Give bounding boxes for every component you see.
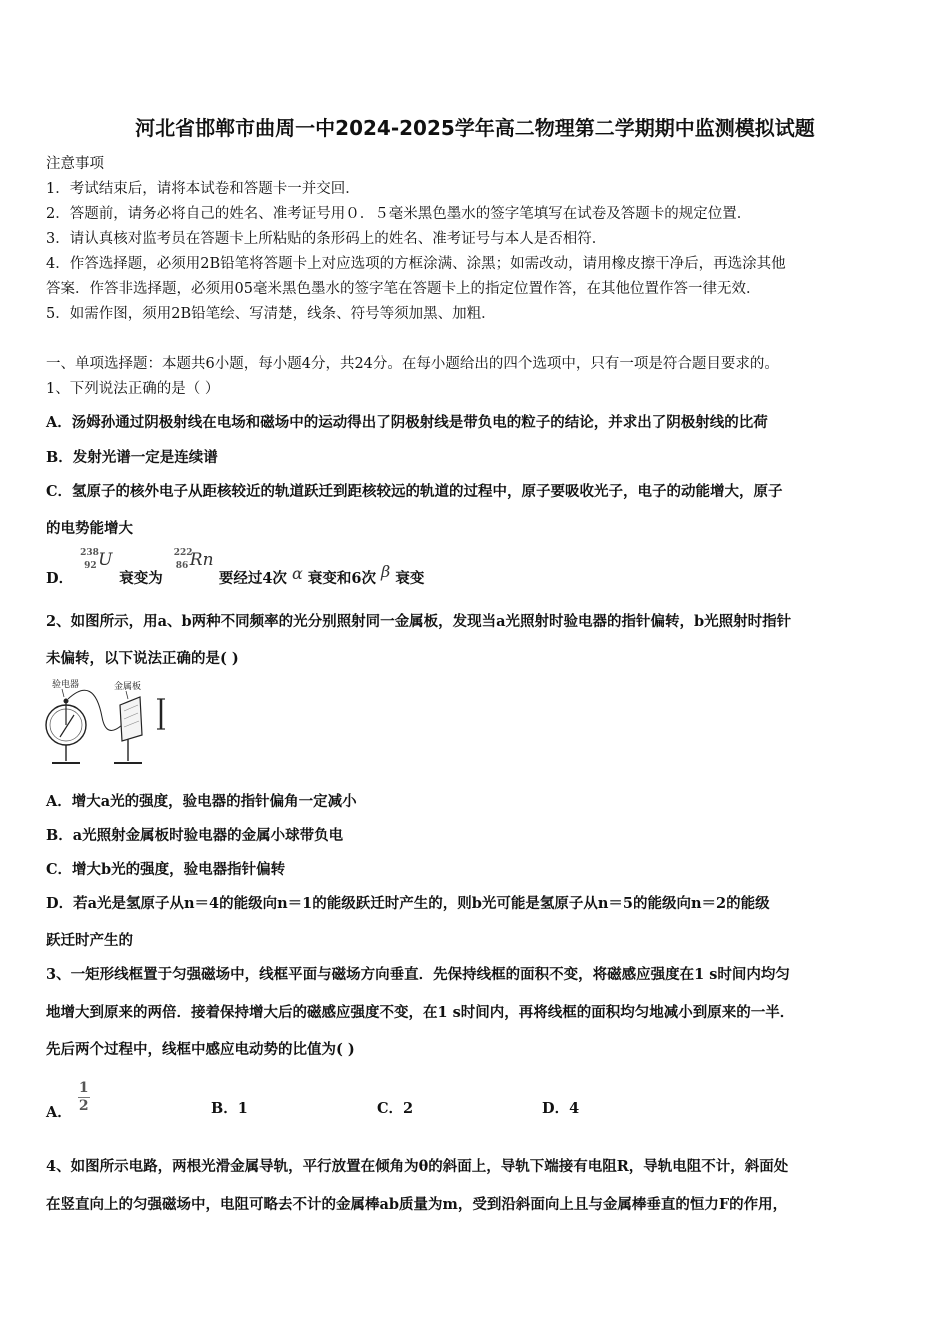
q2-stem: 2、如图所示，用a、b两种不同频率的光分别照射同一金属板，发现当a光照射时验电器的指针偏转，b光照射时指针	[46, 613, 792, 630]
radon-symbol: Rn	[189, 550, 214, 570]
q1-option-a: A．汤姆孙通过阴极射线在电场和磁场中的运动得出了阴极射线是带负电的粒子的结论，并求出了阴极射线的比荷	[46, 414, 768, 431]
q4-stem: 4、如图所示电路，两根光滑金属导轨，平行放置在倾角为θ的斜面上，导轨下端接有电阻R，导轨电阻不计，斜面处	[46, 1158, 789, 1175]
q2-option-a: A．增大a光的强度，验电器的指针偏角一定减小	[46, 793, 357, 810]
apparatus-drawing	[44, 677, 174, 771]
notice-item-4-cont: 答案．作答非选择题，必须用05毫米黑色墨水的签字笔在答题卡上的指定位置作答，在其他位置作答一律无效．	[46, 281, 761, 297]
q3-stem: 3、一矩形线框置于匀强磁场中，线框平面与磁场方向垂直．先保持线框的面积不变，将磁感应强度在1 s时间内均匀	[46, 966, 790, 983]
notice-item-4: 4．作答选择题，必须用2B铅笔将答题卡上对应选项的方框涂满、涂黑；如需改动，请用橡皮擦干净后，再选涂其他	[46, 256, 786, 272]
q3-option-c: C．2	[377, 1100, 414, 1117]
q2-stem-cont: 未偏转，以下说法正确的是( )	[46, 650, 239, 667]
photoelectric-figure	[44, 677, 174, 771]
q1-d-text-2: 要经过4次	[218, 570, 287, 587]
q1-option-c: C．氢原子的核外电子从距核较近的轨道跃迁到距核较远的轨道的过程中，原子要吸收光子，电子的动能增大，原子	[46, 483, 783, 500]
q1-option-c-cont: 的电势能增大	[46, 520, 133, 537]
q3-option-d: D．4	[542, 1100, 580, 1117]
q3-a-label: A．	[46, 1104, 72, 1121]
fraction-denominator: 2	[78, 1098, 89, 1114]
q2-option-b: B．a光照射金属板时验电器的金属小球带负电	[46, 827, 344, 844]
uranium-symbol: U	[98, 550, 113, 570]
section-heading: 一、单项选择题：本题共6小题，每小题4分，共24分。在每小题给出的四个选项中，只有一项是符合题目要求的。	[46, 356, 779, 372]
beta-symbol: β	[381, 562, 391, 581]
q1-d-text-1: 衰变为	[119, 570, 163, 587]
q4-stem-cont: 在竖直向上的匀强磁场中，电阻可略去不计的金属棒ab质量为m，受到沿斜面向上且与金属棒垂直的恒力F的作用，	[46, 1196, 788, 1213]
alpha-symbol: α	[291, 564, 303, 583]
notice-heading: 注意事项	[46, 156, 104, 172]
q1-option-d	[46, 548, 425, 587]
metal-plate-label: 金属板	[114, 682, 142, 692]
fraction-numerator: 1	[78, 1080, 89, 1096]
q1-d-text-3: 衰变和6次	[307, 570, 376, 587]
q1-d-label: D．	[46, 570, 74, 587]
uranium-nuclide	[78, 548, 114, 583]
radon-mass-number: 222	[173, 548, 193, 558]
uranium-mass-number: 238	[80, 548, 99, 558]
q1-option-b: B．发射光谱一定是连续谱	[46, 449, 218, 466]
q3-stem-cont-2: 先后两个过程中，线框中感应电动势的比值为( )	[46, 1041, 355, 1058]
uranium-atomic-number: 92	[84, 561, 97, 571]
notice-item-1: 1．考试结束后，请将本试卷和答题卡一并交回．	[46, 181, 360, 197]
q1-stem: 1、下列说法正确的是（ ）	[46, 381, 220, 397]
page-title: 河北省邯郸市曲周一中2024-2025学年高二物理第二学期期中监测模拟试题	[135, 116, 815, 140]
notice-item-3: 3．请认真核对监考员在答题卡上所粘贴的条形码上的姓名、准考证号与本人是否相符．	[46, 231, 607, 247]
q2-option-d-cont: 跃迁时产生的	[46, 932, 133, 949]
radon-atomic-number: 86	[175, 561, 189, 571]
q1-d-text-4: 衰变	[395, 570, 425, 587]
q3-option-a	[46, 1072, 91, 1121]
notice-item-5: 5．如需作图，须用2B铅笔绘、写清楚，线条、符号等须加黑、加粗．	[46, 306, 496, 322]
electroscope-label: 验电器	[52, 680, 80, 690]
notice-item-2: 2．答题前，请务必将自己的姓名、准考证号用０．５毫米黑色墨水的签字笔填写在试卷及答题卡的规定位置．	[46, 206, 752, 222]
q2-option-c: C．增大b光的强度，验电器指针偏转	[46, 861, 286, 878]
radon-nuclide	[168, 548, 214, 583]
q3-option-b: B．1	[211, 1100, 248, 1117]
q2-option-d: D．若a光是氢原子从n＝4的能级向n＝1的能级跃迁时产生的，则b光可能是氢原子从n＝5的能级向n＝2的能级	[46, 895, 770, 912]
q3-stem-cont-1: 地增大到原来的两倍．接着保持增大后的磁感应强度不变，在1 s时间内，再将线框的面积均匀地减小到原来的一半．	[46, 1004, 795, 1021]
one-half-fraction	[77, 1080, 91, 1114]
